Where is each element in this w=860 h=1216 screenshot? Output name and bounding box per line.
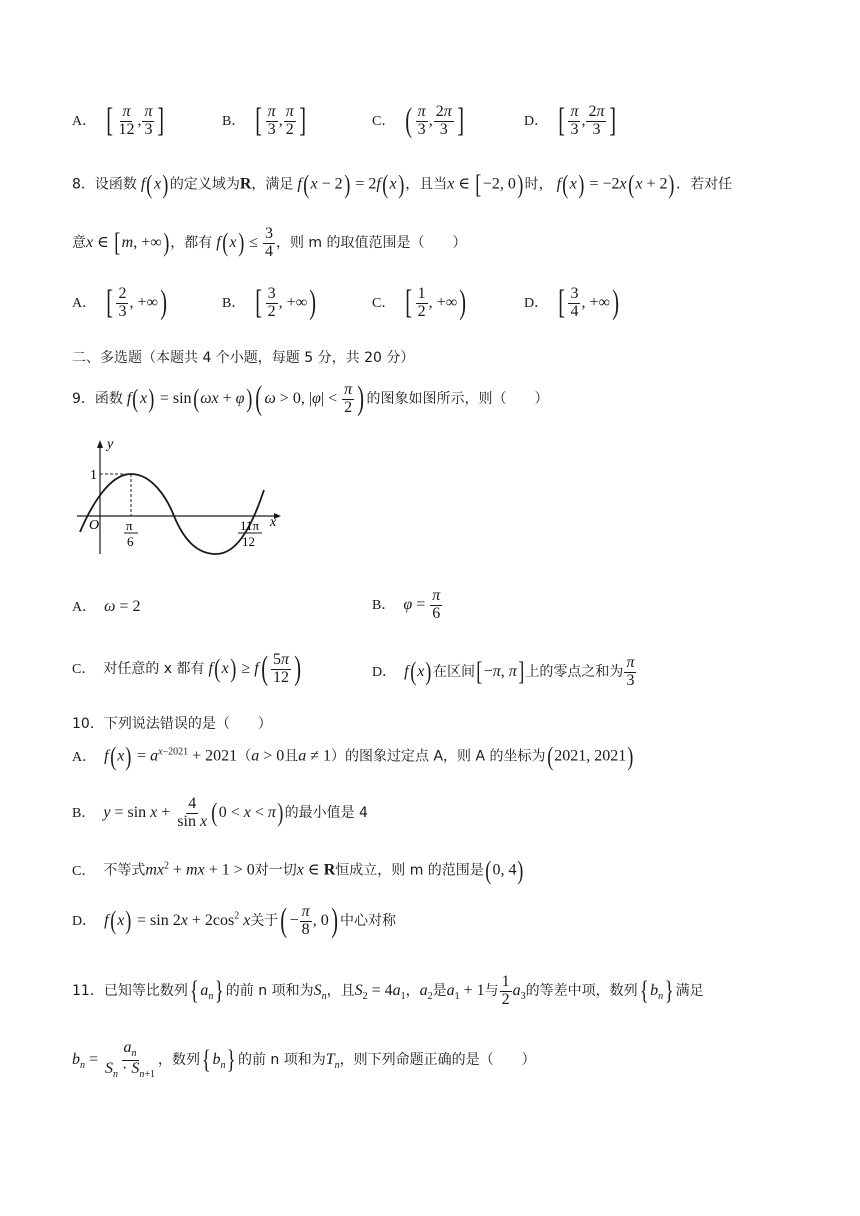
q8-line2-c: ，则 m 的取值范围是（ ） <box>275 234 467 251</box>
q11-text5: 是 <box>432 982 447 999</box>
q8-line2-a: 意 <box>72 234 86 251</box>
q7-option-b-label: B． <box>222 113 246 129</box>
q8-option-c-label: C． <box>372 295 396 311</box>
q10-option-b: B． y = sin x + $\frac{4}{\text{sin x}}$ (0 < x < π)的最小值是 4 <box>72 795 368 830</box>
q8-option-b: B． [ $\frac{3}{2}$ , +∞) <box>222 284 317 322</box>
q9-stem: 9．函数 f(x) = sin(ωx + φ) ( ω > 0, |φ| < $\frac{\pi}{2}$ ) 的图象如图所示，则（ ） <box>72 380 549 418</box>
q9-option-b: B． φ = $\frac{\pi}{6}$ <box>372 587 441 622</box>
q8-text5: 时， <box>524 176 553 193</box>
q11-line2-a: ，数列 <box>158 1051 200 1068</box>
q7-option-a: A． [ $\frac{\pi}{12}$ , $\frac{\pi}{3}$ ] <box>72 102 165 140</box>
q7-option-c: C． ( $\frac{\pi}{3}$ , $\frac{2\pi}{3}$ ] <box>372 102 464 140</box>
q9-option-b-label: B． <box>372 597 396 613</box>
q10-option-c-text2: 对一切 <box>254 862 297 879</box>
q9-graph-x-label: x <box>270 515 277 530</box>
q10-stem <box>72 713 272 733</box>
q8-R: R <box>239 175 252 193</box>
q8-line2: 意x ∈ [m, +∞)，都有 f(x) ≤ $\frac{3}{4}$ ，则 m 的取值范围是（ ） <box>72 225 467 260</box>
q9-option-c: C． 对任意的 x 都有 f(x) ≥ f( $\frac{5\pi}{12}$ ) <box>72 650 302 688</box>
q10-option-b-text: 的最小值是 4 <box>284 804 368 821</box>
q8-option-a-label: A． <box>72 295 97 311</box>
q10-option-a-text2: 且 <box>284 748 299 765</box>
q9-number: 9． <box>72 390 95 407</box>
q10-number: 10． <box>72 716 104 732</box>
section2-title: 二、多选题（本题共 4 个小题，每题 5 分，共 20 分） <box>72 350 415 366</box>
q7-option-b: B． [ $\frac{\pi}{3}$ , $\frac{\pi}{2}$ ] <box>222 102 306 140</box>
q10-option-d: D． $f(x) = \sin 2x + 2\cos^2$ x关于( − $\frac{\pi}{8}$ , 0) 中心对称 <box>72 902 397 940</box>
q11-text6: 与 <box>484 982 499 999</box>
q9-graph <box>72 436 287 556</box>
q10-option-d-label: D． <box>72 913 97 929</box>
q8-option-d-label: D． <box>524 295 549 311</box>
q9-graph-y-label: y <box>107 437 114 452</box>
q8-text2: 的定义域为 <box>169 176 240 193</box>
q9-option-d-label: D． <box>372 664 397 680</box>
q9-graph-x-tick1-den: 6 <box>127 534 134 549</box>
q11-line2-c: ，则下列命题正确的是（ ） <box>339 1051 536 1068</box>
q10-option-a: A． $f(x) = a^{x-2021} + 2021(a > 0$且a ≠ 1）的图象过定点 A，则 A 的坐标为(2021, 2021) <box>72 742 634 771</box>
q11-text4: ， <box>405 982 420 999</box>
q8-option-c: C． [ $\frac{1}{2}$ , +∞) <box>372 284 467 322</box>
q9-option-d: D． f(x)在区间[−π, π]上的零点之和为 $\frac{\pi}{3}$ <box>372 654 635 689</box>
q11-number: 11． <box>72 982 104 999</box>
q10-option-c: C． 不等式$mx^2$ + mx + 1 > 0对一切x ∈ R恒成立，则 m 的范围是(0, 4) <box>72 856 524 885</box>
q8-text4: ，且当 <box>405 176 448 193</box>
q10-option-a-text1: （ <box>237 748 252 765</box>
q11-text1: 已知等比数列 <box>103 982 188 999</box>
q8-text3: ，满足 <box>251 176 294 193</box>
q10-option-b-label: B． <box>72 805 96 821</box>
q9-option-a: A． ω = 2 <box>72 598 141 615</box>
q11-text8: 满足 <box>675 982 704 999</box>
q8-text6: ．若对任 <box>676 176 733 193</box>
q8-line1: 8．设函数 f(x)的定义域为R，满足 f(x − 2) = 2f(x)，且当x ∈ [−2, 0)时， f(x) = −2x(x + 2)．若对任 <box>72 170 733 199</box>
q9-text1: 函数 <box>94 390 123 407</box>
q8-option-d: D． [ $\frac{3}{4}$ , +∞) <box>524 284 619 322</box>
q9-graph-x-tick2-num: 11π <box>240 518 260 533</box>
q10-option-d-text2: 中心对称 <box>340 912 397 929</box>
q9-option-d-text1: 在区间 <box>433 663 476 680</box>
q8-text1: 设函数 <box>94 176 137 193</box>
q8-option-b-label: B． <box>222 295 246 311</box>
q7-option-d-label: D． <box>524 113 549 129</box>
q8-option-a: A． [ $\frac{2}{3}$ , +∞) <box>72 284 167 322</box>
q7-option-d: D． [ $\frac{\pi}{3}$ , $\frac{2\pi}{3}$ ] <box>524 102 617 140</box>
q10-option-c-label: C． <box>72 863 96 879</box>
q7-option-c-label: C． <box>372 113 396 129</box>
q11-line2-b: 的前 n 项和为 <box>237 1051 326 1068</box>
q11-text2: 的前 n 项和为 <box>225 982 314 999</box>
q10-text: 下列说法错误的是（ ） <box>103 716 272 732</box>
q11-line2: $b_n$ = $\frac{a_n}{S_n \cdot S_{n+1}}$ ，数列{ $b_n$} 的前 n 项和为$T_n$，则下列命题正确的是（ ） <box>72 1039 536 1080</box>
q8-number: 8． <box>72 176 95 193</box>
q9-graph-x-tick2-den: 12 <box>242 534 255 549</box>
q9-text2: 的图象如图所示，则（ ） <box>366 390 549 407</box>
q10-option-c-text1: 不等式 <box>103 862 146 879</box>
q9-graph-origin: O <box>89 518 100 533</box>
q8-line2-b: ，都有 <box>170 234 213 251</box>
q11-line1: 11．已知等比数列{ $a_n$} 的前 n 项和为$S_n$，且$S_2 = 4a_1$，$a_2$是$a_1 + 1$与 $\frac{1}{2}$ $a_3$的等差中项，数列{ $b_n$} 满足 <box>72 973 704 1008</box>
q9-option-c-text: 对任意的 x 都有 <box>103 660 205 677</box>
q7-option-a-label: A． <box>72 113 97 129</box>
q9-option-d-text2: 上的零点之和为 <box>525 663 624 680</box>
q10-option-c-text3: 恒成立，则 m 的范围是 <box>335 862 484 879</box>
q9-graph-x-tick1-num: π <box>126 518 133 533</box>
q9-option-a-label: A． <box>72 600 97 615</box>
q11-text3: ，且 <box>326 982 355 999</box>
q9-graph-y-tick: 1 <box>90 468 97 483</box>
q10-option-a-text3: ）的图象过定点 A，则 A 的坐标为 <box>331 748 546 765</box>
q10-option-a-label: A． <box>72 749 97 765</box>
q9-option-c-label: C． <box>72 661 96 677</box>
q11-text7: 的等差中项，数列 <box>525 982 638 999</box>
q10-option-d-text1: 关于 <box>250 912 279 929</box>
